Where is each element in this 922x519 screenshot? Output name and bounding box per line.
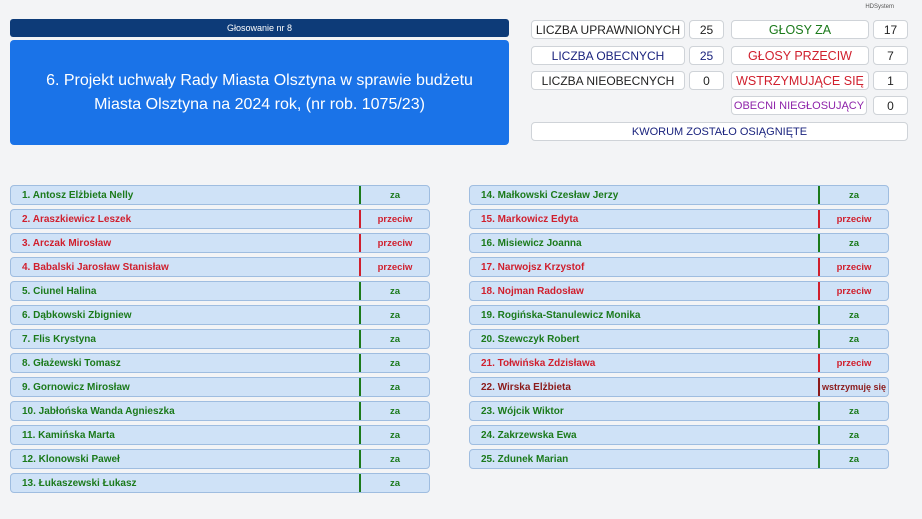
- result-value: 0: [873, 96, 908, 115]
- member-name: 13. Łukaszewski Łukasz: [22, 477, 137, 489]
- member-vote: za: [818, 330, 888, 348]
- result-value: 7: [873, 46, 908, 65]
- member-name: 18. Nojman Radosław: [481, 285, 584, 297]
- stat-value: 25: [689, 20, 724, 39]
- member-name: 5. Ciunel Halina: [22, 285, 97, 297]
- vote-title: Głosowanie nr 8: [10, 19, 509, 37]
- member-row: [10, 281, 430, 301]
- member-name: 24. Zakrzewska Ewa: [481, 429, 577, 441]
- member-row: [10, 401, 430, 421]
- member-name: 21. Tołwińska Zdzisława: [481, 357, 596, 369]
- member-row: [469, 209, 889, 229]
- member-vote: za: [818, 306, 888, 324]
- member-name: 12. Klonowski Paweł: [22, 453, 120, 465]
- member-vote: przeciw: [359, 234, 429, 252]
- member-vote: za: [359, 330, 429, 348]
- member-name: 14. Małkowski Czesław Jerzy: [481, 189, 619, 201]
- member-row: [10, 425, 430, 445]
- agenda-topic: 6. Projekt uchwały Rady Miasta Olsztyna w sprawie budżetu Miasta Olsztyna na 2024 rok, (nr rob. 1075/23): [10, 40, 509, 145]
- member-name: 1. Antosz Elżbieta Nelly: [22, 189, 134, 201]
- member-row: [10, 209, 430, 229]
- member-row: [469, 449, 889, 469]
- result-value: 17: [873, 20, 908, 39]
- member-name: 2. Araszkiewicz Leszek: [22, 213, 132, 225]
- member-row: [469, 257, 889, 277]
- result-label: GŁOSY ZA: [731, 20, 869, 39]
- member-name: 22. Wirska Elżbieta: [481, 381, 571, 393]
- member-vote: za: [818, 426, 888, 444]
- member-vote: za: [359, 282, 429, 300]
- member-row: [469, 353, 889, 373]
- member-name: 4. Babalski Jarosław Stanisław: [22, 261, 169, 273]
- member-vote: przeciw: [359, 258, 429, 276]
- member-row: [469, 281, 889, 301]
- member-row: [10, 257, 430, 277]
- member-row: [469, 401, 889, 421]
- member-vote: za: [818, 186, 888, 204]
- member-row: [10, 233, 430, 253]
- member-vote: za: [818, 234, 888, 252]
- member-name: 17. Narwojsz Krzystof: [481, 261, 585, 273]
- member-vote: za: [359, 402, 429, 420]
- member-row: [469, 185, 889, 205]
- member-name: 6. Dąbkowski Zbigniew: [22, 309, 132, 321]
- stat-label: LICZBA OBECNYCH: [531, 46, 685, 65]
- member-row: [469, 329, 889, 349]
- member-vote: za: [359, 426, 429, 444]
- brand-label: HDSystem: [865, 4, 894, 10]
- member-name: 19. Rogińska-Stanulewicz Monika: [481, 309, 641, 321]
- member-row: [10, 353, 430, 373]
- result-value: 1: [873, 71, 908, 90]
- member-vote: za: [818, 402, 888, 420]
- quorum-status: KWORUM ZOSTAŁO OSIĄGNIĘTE: [531, 122, 908, 141]
- member-name: 16. Misiewicz Joanna: [481, 237, 582, 249]
- member-vote: za: [359, 378, 429, 396]
- member-name: 10. Jabłońska Wanda Agnieszka: [22, 405, 175, 417]
- member-vote: za: [359, 306, 429, 324]
- member-name: 3. Arczak Mirosław: [22, 237, 112, 249]
- member-vote: przeciw: [359, 210, 429, 228]
- member-vote: przeciw: [818, 354, 888, 372]
- member-name: 7. Flis Krystyna: [22, 333, 96, 345]
- member-name: 25. Zdunek Marian: [481, 453, 569, 465]
- member-name: 11. Kamińska Marta: [22, 429, 115, 441]
- member-row: [469, 377, 889, 397]
- member-row: [10, 377, 430, 397]
- stat-label: LICZBA UPRAWNIONYCH: [531, 20, 685, 39]
- member-row: [10, 473, 430, 493]
- member-name: 9. Gornowicz Mirosław: [22, 381, 130, 393]
- result-label: OBECNI NIEGŁOSUJĄCY: [731, 96, 867, 115]
- member-row: [10, 185, 430, 205]
- member-vote: przeciw: [818, 282, 888, 300]
- result-label: WSTRZYMUJĄCE SIĘ: [731, 71, 869, 90]
- member-vote: za: [359, 450, 429, 468]
- stat-value: 25: [689, 46, 724, 65]
- member-name: 8. Głażewski Tomasz: [22, 357, 121, 369]
- member-name: 20. Szewczyk Robert: [481, 333, 580, 345]
- member-row: [10, 329, 430, 349]
- member-vote: przeciw: [818, 258, 888, 276]
- member-name: 23. Wójcik Wiktor: [481, 405, 564, 417]
- member-row: [469, 305, 889, 325]
- member-vote: za: [359, 474, 429, 492]
- stat-label: LICZBA NIEOBECNYCH: [531, 71, 685, 90]
- member-row: [469, 233, 889, 253]
- member-vote: za: [818, 450, 888, 468]
- stat-value: 0: [689, 71, 724, 90]
- member-vote: za: [359, 354, 429, 372]
- member-vote: za: [359, 186, 429, 204]
- member-row: [10, 305, 430, 325]
- member-row: [10, 449, 430, 469]
- member-row: [469, 425, 889, 445]
- result-label: GŁOSY PRZECIW: [731, 46, 869, 65]
- member-vote: przeciw: [818, 210, 888, 228]
- member-vote: wstrzymuję się: [818, 378, 888, 396]
- member-name: 15. Markowicz Edyta: [481, 213, 579, 225]
